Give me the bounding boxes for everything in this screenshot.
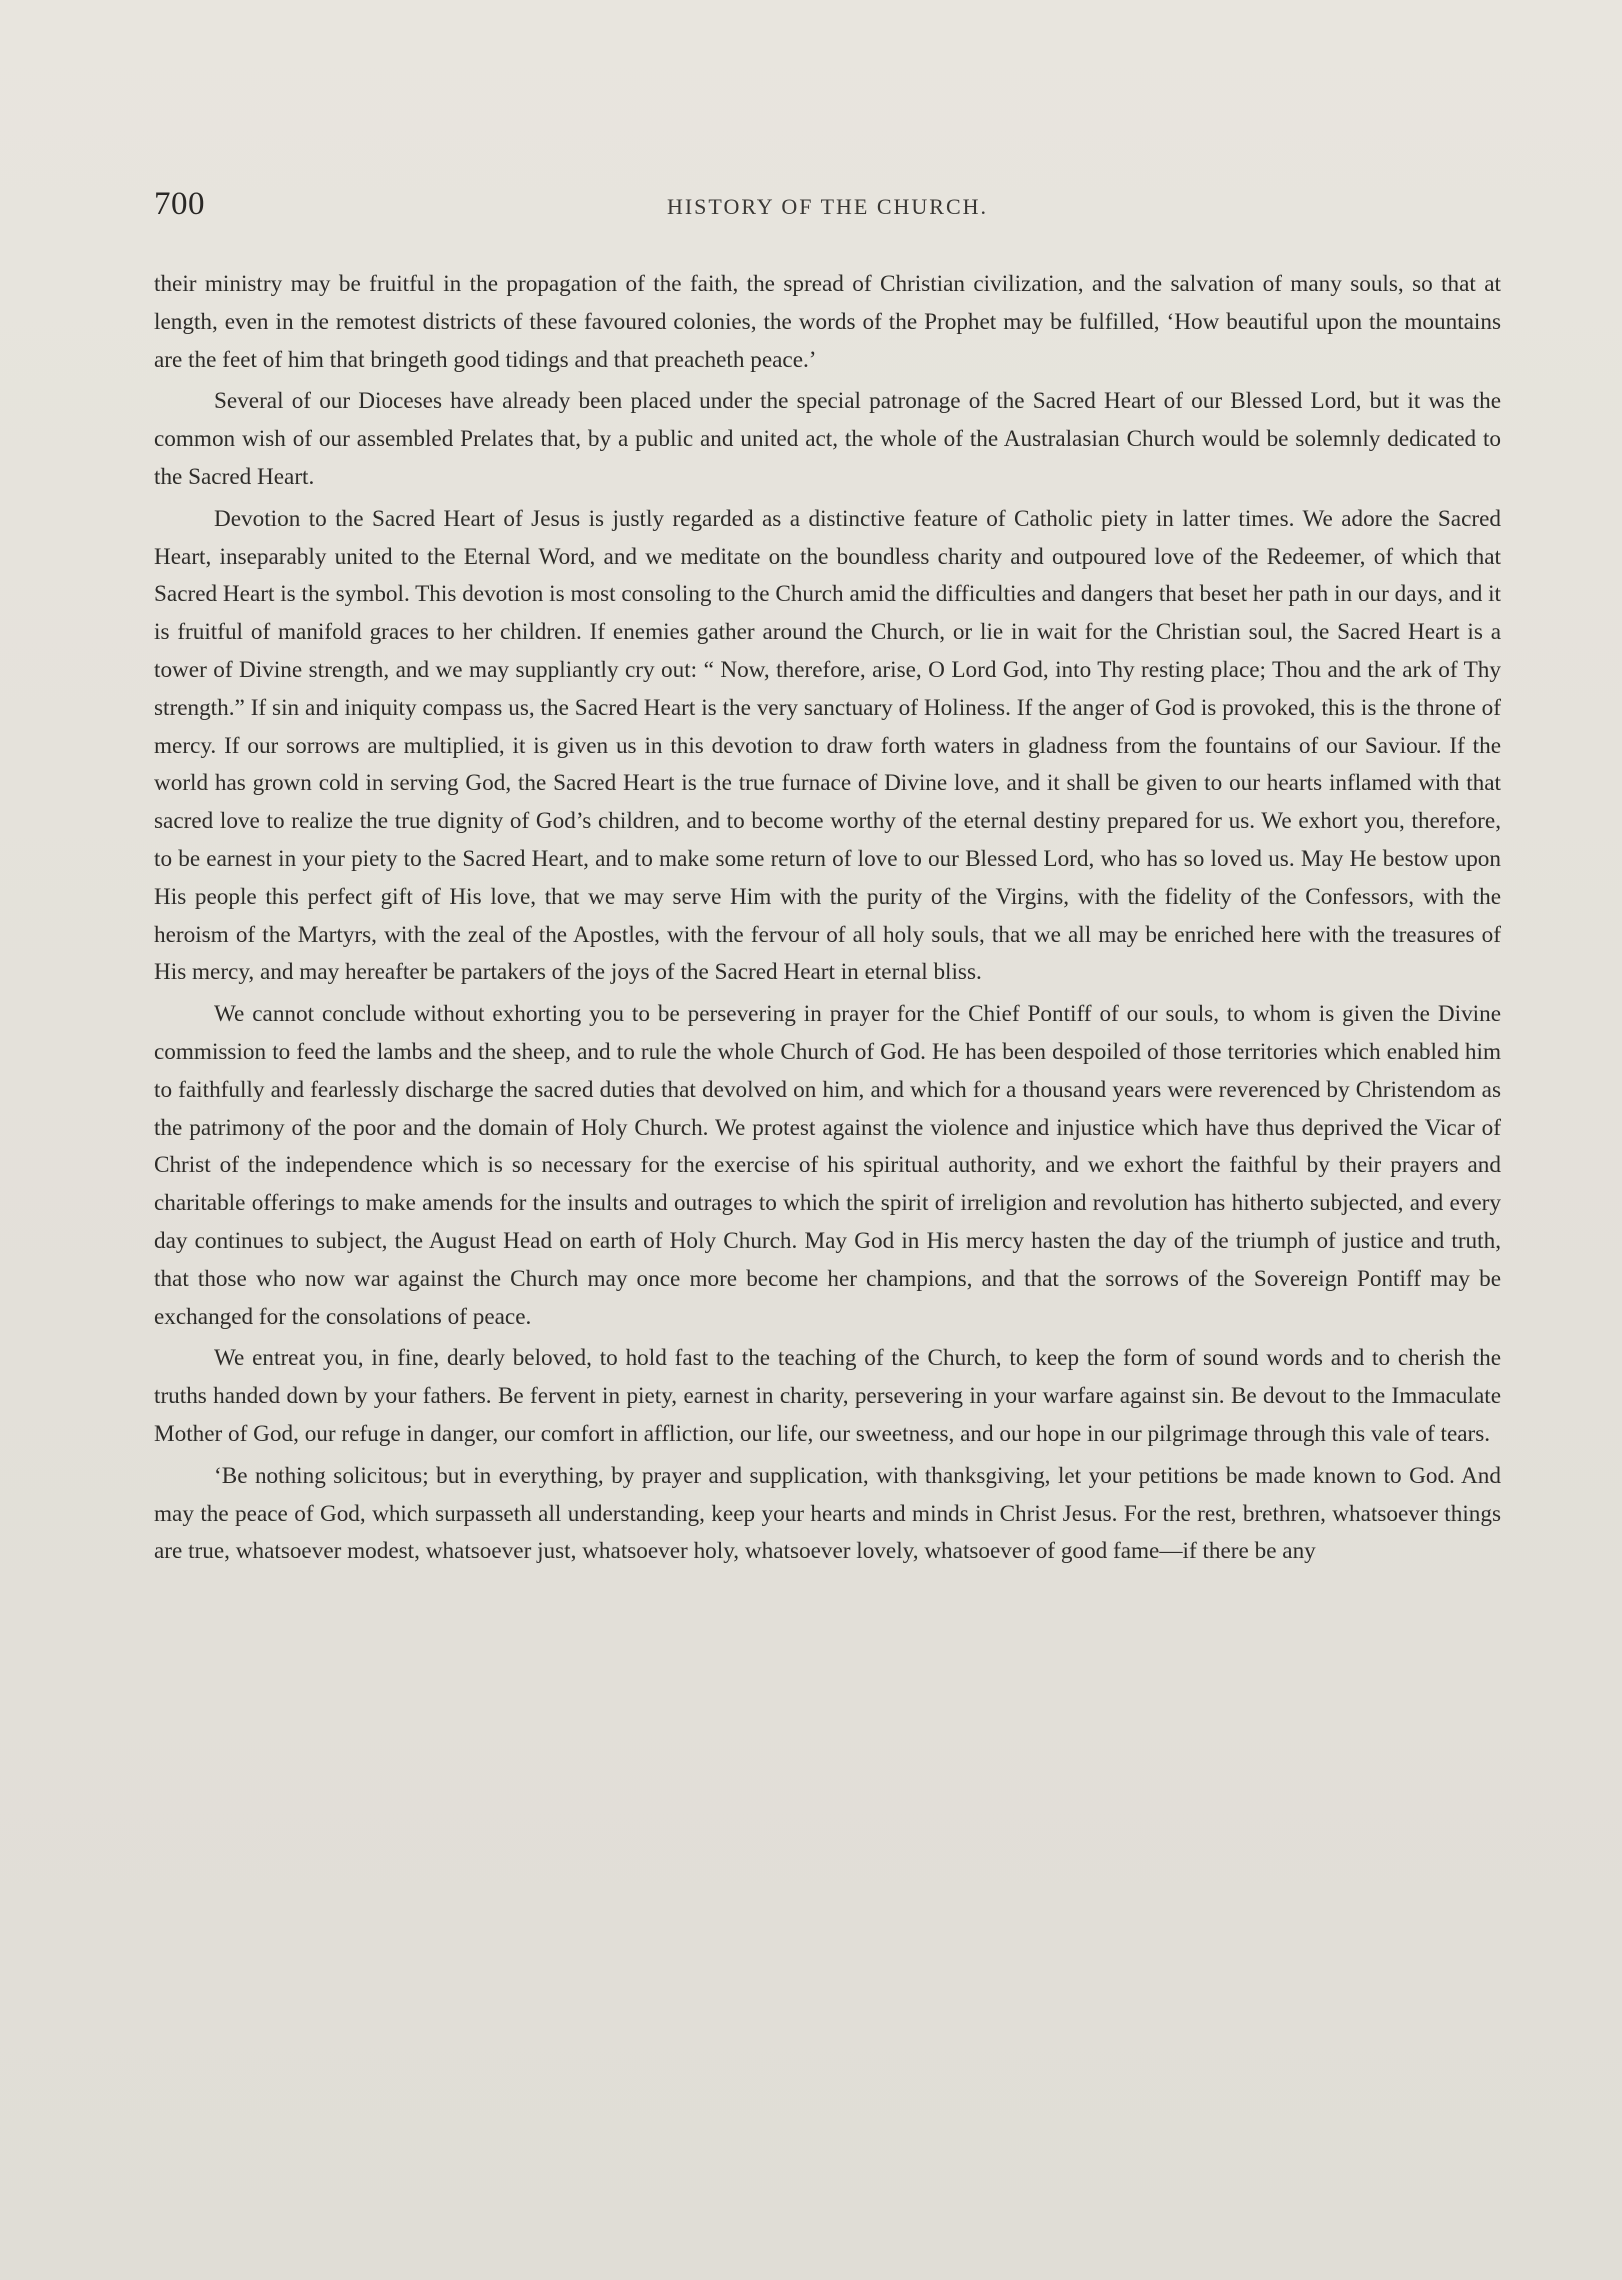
- paragraph: ‘Be nothing solicitous; but in everything, by prayer and supplication, with thanksgiving, let your petitions be made known to God. And may the peace of God, which surpasseth all understanding, keep your hearts and minds in Christ Jesus. For the rest, brethren, whatsoever things are true, whatsoever modest, whatsoever just, whatsoever holy, whatsoever lovely, whatsoever of good fame—if there be any: [154, 1462, 1501, 1565]
- paragraph: Devotion to the Sacred Heart of Jesus is justly regarded as a distinctive feature of Catholic piety in latter times. We adore the Sacred Heart, inseparably united to the Eternal Word, and we meditate on the boundless charity and outpoured love of the Redeemer, of which that Sacred Heart is the symbol. This devotion is most consoling to the Church amid the difficulties and dangers that beset her path in our days, and it is fruitful of manifold graces to her children. If enemies gather around the Church, or lie in wait for the Christian soul, the Sacred Heart is a tower of Divine strength, and we may suppliantly cry out: “ Now, therefore, arise, O Lord God, into Thy resting place; Thou and the ark of Thy strength.” If sin and iniquity compass us, the Sacred Heart is the very sanctuary of Holiness. If the anger of God is provoked, this is the throne of mercy. If our sorrows are multiplied, it is given us in this devotion to draw forth waters in gladness from the fountains of our Saviour. If the world has grown cold in serving God, the Sacred Heart is the true furnace of Divine love, and it shall be given to our hearts inflamed with that sacred love to realize the true dignity of God’s children, and to become worthy of the eternal destiny prepared for us. We exhort you, therefore, to be earnest in your piety to the Sacred Heart, and to make some return of love to our Blessed Lord, who has so loved us. May He bestow upon His people this perfect gift of His love, that we may serve Him with the purity of the Virgins, with the fidelity of the Confessors, with the heroism of the Martyrs, with the zeal of the Apostles, with the fervour of all holy souls, that we all may be enriched here with the treasures of His mercy, and may hereafter be partakers of the joys of the Sacred Heart in eternal bliss.: [154, 505, 1501, 986]
- page-number: 700: [154, 186, 205, 222]
- running-head: HISTORY OF THE CHURCH.: [666, 194, 989, 219]
- paragraph: their ministry may be fruitful in the propagation of the faith, the spread of Christian civilization, and the salvation of many souls, so that at length, even in the remotest districts of these favoured colonies, the words of the Prophet may be fulfilled, ‘How beautiful upon the mountains are the feet of him that bringeth good tidings and that preacheth peace.’: [154, 271, 1501, 373]
- page-header: [154, 186, 1501, 226]
- body-text: [154, 266, 1501, 1575]
- paragraph: We cannot conclude without exhorting you to be persevering in prayer for the Chief Pontiff of our souls, to whom is given the Divine commission to feed the lambs and the sheep, and to rule the whole Church of God. He has been despoiled of those territories which enabled him to faithfully and fearlessly discharge the sacred duties that devolved on him, and which for a thousand years were reverenced by Christendom as the patrimony of the poor and the domain of Holy Church. We protest against the violence and injustice which have thus deprived the Vicar of Christ of the independence which is so necessary for the exercise of his spiritual authority, and we exhort the faithful by their prayers and charitable offerings to make amends for the insults and outrages to which the spirit of irreligion and revolution has hitherto subjected, and every day continues to subject, the August Head on earth of Holy Church. May God in His mercy hasten the day of the triumph of justice and truth, that those who now war against the Church may once more become her champions, and that the sorrows of the Sovereign Pontiff may be exchanged for the consolations of peace.: [154, 1001, 1501, 1330]
- paragraph: Several of our Dioceses have already been placed under the special patronage of the Sacred Heart of our Blessed Lord, but it was the common wish of our assembled Prelates that, by a public and united act, the whole of the Australasian Church would be solemnly dedicated to the Sacred Heart.: [154, 388, 1501, 490]
- paragraph: We entreat you, in fine, dearly beloved, to hold fast to the teaching of the Church, to keep the form of sound words and to cherish the truths handed down by your fathers. Be fervent in piety, earnest in charity, persevering in your warfare against sin. Be devout to the Immaculate Mother of God, our refuge in danger, our comfort in affliction, our life, our sweetness, and our hope in our pilgrimage through this vale of tears.: [154, 1345, 1501, 1447]
